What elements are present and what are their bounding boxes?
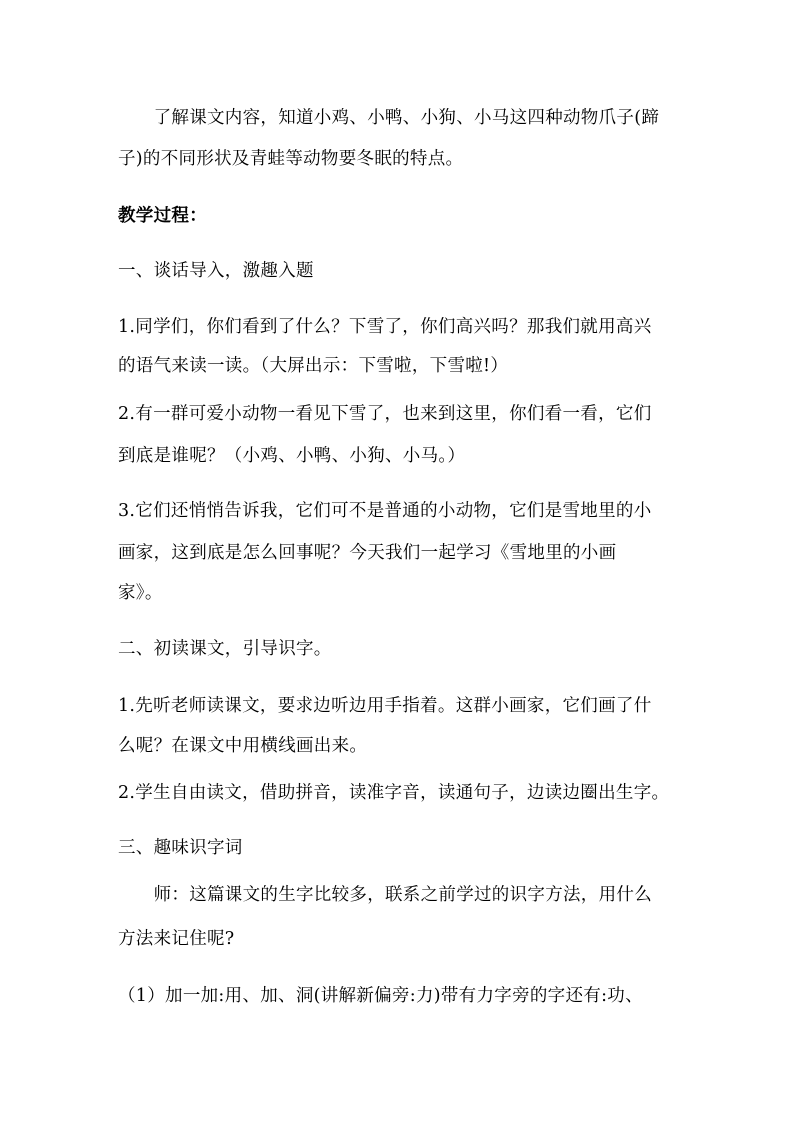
- paragraph-1-line-1: 1.同学们，你们看到了什么？下雪了，你们高兴吗？那我们就用高兴: [118, 317, 652, 337]
- paragraph-7-line-1: （1）加一加:用、加、洞(讲解新偏旁:力)带有力字旁的字还有:功、: [118, 986, 643, 1006]
- paragraph-6-line-2: 方法来记住呢?: [118, 929, 235, 949]
- paragraph-2-line-1: 2.有一群可爱小动物一看见下雪了，也来到这里，你们看一看，它们: [118, 404, 652, 424]
- paragraph-3-line-1: 3.它们还悄悄告诉我，它们可不是普通的小动物，它们是雪地里的小: [118, 501, 652, 521]
- section-heading-3: 三、趣味识字词: [118, 838, 243, 858]
- paragraph-6-line-1: 师：这篇课文的生字比较多，联系之前学过的识字方法，用什么: [118, 885, 652, 905]
- paragraph-1-line-2: 的语气来读一读。（大屏出示：下雪啦，下雪啦!）: [118, 356, 509, 376]
- paragraph-3-line-3: 家》。: [118, 583, 163, 603]
- objective-line-2: 子)的不同形状及青蛙等动物要冬眠的特点。: [118, 149, 464, 169]
- section-heading-1: 一、谈话导入，激趣入题: [118, 261, 314, 281]
- paragraph-4-line-1: 1.先听老师读课文，要求边听边用手指着。这群小画家，它们画了什: [118, 696, 652, 716]
- paragraph-4-line-2: 么呢？在课文中用横线画出来。: [118, 736, 368, 756]
- paragraph-2-line-2: 到底是谁呢？（小鸡、小鸭、小狗、小马。）: [118, 446, 466, 466]
- paragraph-3-line-2: 画家，这到底是怎么回事呢？今天我们一起学习《雪地里的小画: [118, 543, 617, 563]
- heading-teaching-process: 教学过程：: [118, 206, 207, 226]
- section-heading-2: 二、初读课文，引导识字。: [118, 639, 332, 659]
- objective-line-1: 了解课文内容，知道小鸡、小鸭、小狗、小马这四种动物爪子(蹄: [118, 108, 660, 128]
- paragraph-5-line-1: 2.学生自由读文，借助拼音，读准字音，读通句子，边读边圈出生字。: [118, 783, 670, 803]
